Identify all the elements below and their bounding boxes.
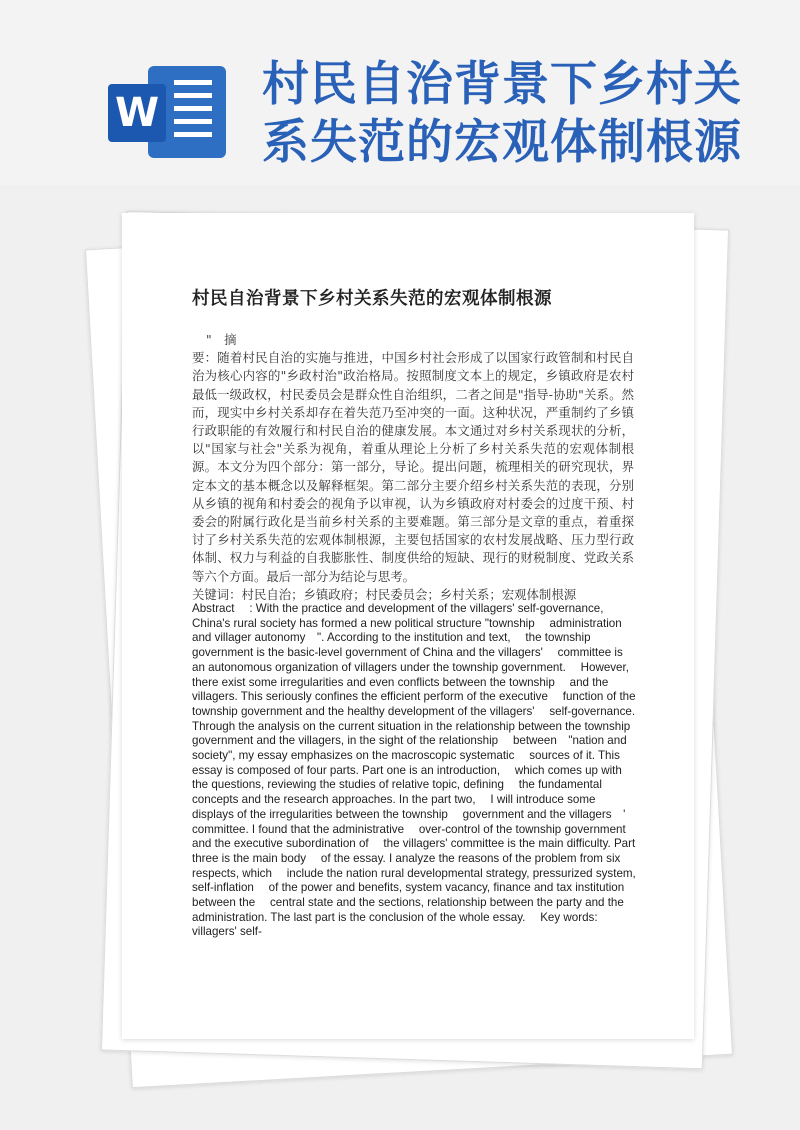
keywords-chinese: 关键词：村民自治；乡镇政府；村民委员会；乡村关系；宏观体制根源 [192, 586, 577, 602]
word-logo-letter: W [108, 84, 166, 142]
abstract-english-text: Abstract : With the practice and development of the villagers' self-governance, China's rural society has formed a new political structure "township administration and villager autonomy ". According to the institution and text, the township government is the basic-level government of China and the villagers' committee is an autonomous organization of villagers under the township government. However, there exist some irregularities and even conflicts between the township and the villagers. This seriously confines the efficient perform of the executive function of the township government and the healthy development of the villagers' self-governance. Through the analysis on the current situation in the relationship between the township government and the villagers, in the sight of the relationship between "nation and society", my essay emphasizes on the macroscopic systematic sources of it. This essay is composed of four parts. Part one is an introduction, which comes up with the questions, reviewing the studies of relative topic, defining the fundamental concepts and the research approaches. In the part two, I will introduce some displays of the irregularities between the township government and the villagers ' committee. I found that the administrative over-control of the township government and the executive subordination of the villagers' committee is the main difficulty. Part three is the main body of the essay. I analyze the reasons of the problem from six respects, which include the nation rural developmental strategy, pressurized system, self-inflation of the power and benefits, system vacancy, finance and tax institution between the central state and the sections, relationship between the party and the administration. The last part is the conclusion of the whole essay. Key words: villagers' self- [192, 602, 637, 939]
word-document-icon [108, 62, 226, 162]
abstract-chinese-text: 要：随着村民自治的实施与推进，中国乡村社会形成了以国家行政管制和村民自治为核心内容的"乡政村治"政治格局。按照制度文本上的规定，乡镇政府是农村最低一级政权，村民委员会是群众性自治组织，二者之间是"指导-协助"关系。然而，现实中乡村关系却存在着失范乃至冲突的一面。这种状况，严重制约了乡镇行政职能的有效履行和村民自治的健康发展。本文通过对乡村关系现状的分析，以"国家与社会"关系为视角，着重从理论上分析了乡村关系失范的宏观体制根源。本文分为四个部分：第一部分，导论。提出问题，梳理相关的研究现状，界定本文的基本概念以及解释框架。第二部分主要介绍乡村关系失范的表现，分别从乡镇的视角和村委会的视角予以审视，认为乡镇政府对村委会的过度干预、村委会的附属行政化是当前乡村关系的主要难题。第三部分是文章的重点，着重探讨了乡村关系失范的宏观体制根源，主要包括国家的农村发展战略、压力型行政体制、权力与利益的自我膨胀性、制度供给的短缺、现行的财税制度、党政关系等六个方面。最后一部分为结论与思考。 [192, 350, 634, 584]
banner [0, 0, 800, 185]
chinese-abstract-block [192, 331, 634, 604]
document-title: 村民自治背景下乡村关系失范的宏观体制根源 [192, 289, 552, 309]
banner-title: 村民自治背景下乡村关系失范的宏观体制根源 [262, 57, 742, 170]
document-page [122, 213, 694, 1039]
abstract-heading: " 摘 [206, 332, 237, 347]
